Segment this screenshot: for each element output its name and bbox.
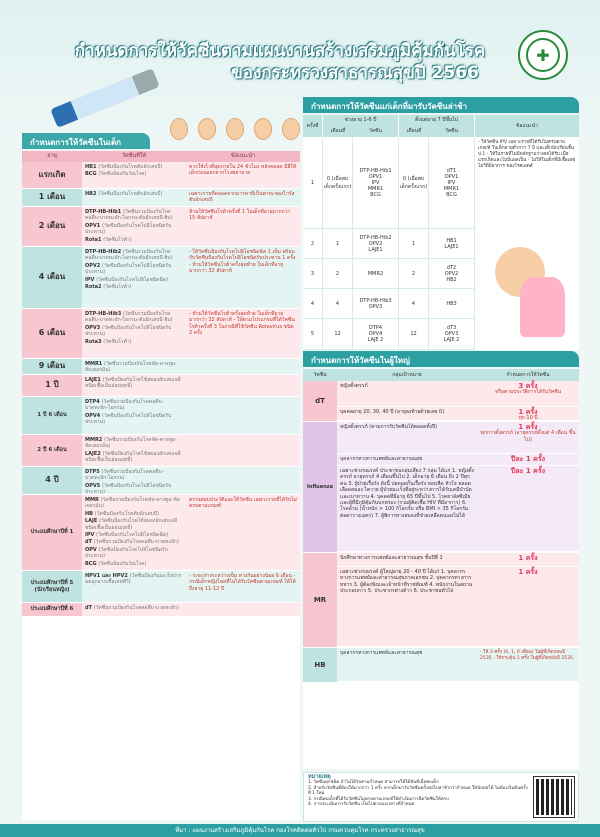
catchup-v2: [429, 137, 475, 228]
row-age: 4 ปี: [22, 467, 82, 494]
baby-icon: [170, 118, 188, 140]
adult-vaccine: HB: [303, 648, 337, 682]
vaccine-item: [85, 547, 183, 560]
vaccine-code: DTP-HB-Hib3: [85, 311, 123, 317]
vaccine-desc: (วัคซีนป้องกันโรคโปลิโอชนิดรับประทาน): [85, 222, 172, 236]
adult-schedule-sub: หรือตามประวัติการได้รับวัคซีน: [494, 389, 562, 396]
vaccine-code: MMR: [85, 497, 101, 503]
vaccine-desc: (วัคซีนรวมป้องกันโรคคอตีบ-บาดทะยัก-ไอกรน-ตับอักเสบบี-ฮิบ): [85, 311, 173, 324]
adult-item: [337, 422, 579, 454]
adult-col-vaccine: วัคซีน: [313, 371, 327, 378]
adult-target: บุคคลอายุ 20, 30, 40 ปี (อายุลงท้ายด้วยเลข 0): [337, 407, 477, 420]
catchup-v1: [353, 259, 399, 288]
catchup-vaccine: DTP-HB-Hib3: [359, 297, 392, 304]
adult-row: [303, 422, 579, 553]
vaccine-desc: (วัคซีนรวมป้องกันโรคหัด-คางทูม-หัดเยอรมัน): [85, 437, 177, 450]
adult-target: หญิงตั้งครรภ์: [337, 381, 477, 406]
catchup-row: [303, 259, 475, 289]
vaccine-desc: (วัคซีนป้องกันโรคโปลิโอชนิดฉีด): [96, 276, 169, 283]
child-row: [22, 495, 300, 571]
adult-header-row: [303, 369, 579, 381]
vaccine-code: Rota3: [85, 338, 104, 345]
child-row: [22, 247, 300, 309]
vaccine-desc: (วัคซีนป้องกันโรคตับอักเสบบี): [94, 510, 159, 517]
vaccine-item: [85, 451, 183, 464]
catchup-n: 5: [303, 319, 323, 349]
vaccine-code: OPV4: [85, 412, 103, 419]
row-advice: ห้ามให้วัคซีนโรต้าครั้งที่ 1 ในเด็กที่อายุมากกว่า 15 สัปดาห์: [186, 207, 300, 246]
adult-items: [337, 381, 579, 421]
col-age: อายุ: [47, 153, 57, 160]
catchup-m1: 12: [323, 319, 353, 349]
vaccine-item: [85, 573, 183, 586]
catchup-rows: [303, 137, 475, 350]
row-vaccines: [82, 495, 186, 570]
vaccine-item: [85, 263, 183, 276]
child-row: [22, 435, 300, 467]
row-vaccines: [82, 359, 186, 374]
child-table-header-row: [22, 151, 300, 162]
adult-schedule-main: ปีละ 1 ครั้ง: [510, 455, 546, 463]
adult-item: [337, 381, 579, 407]
row-vaccines: [82, 247, 186, 308]
adult-item: [337, 454, 579, 466]
vaccine-item: [85, 399, 183, 412]
catchup-vaccine: OPV1: [444, 173, 459, 180]
adult-schedule-main: 1 ครั้ง: [518, 408, 538, 416]
vaccine-code: HB1: [85, 164, 99, 170]
vaccine-code: dT: [85, 605, 94, 611]
catchup-m2: 4: [399, 289, 429, 318]
vaccine-item: [85, 325, 183, 338]
vaccine-item: [85, 223, 183, 236]
adult-schedule-sub: ทุกการตั้งครรภ์ (อายุครรภ์ตั้งแต่ 4 เดือน ขึ้นไป): [480, 430, 576, 443]
catchup-vaccine: LAJE 2: [367, 337, 384, 343]
vaccine-item: [85, 164, 183, 170]
adult-schedule-main: 1 ครั้ง: [518, 568, 538, 576]
vaccine-item: [85, 277, 183, 283]
catchup-col-1-6-label: ช่วงอายุ 1-6 ปี: [344, 117, 377, 123]
catchup-n: 3: [303, 259, 323, 288]
adult-schedule-main: 3 ครั้ง: [518, 382, 538, 390]
adult-items: [337, 648, 579, 682]
catchup-row: [303, 137, 475, 229]
row-advice: ตรวจสอบประวัติและให้วัคซีน เฉพาะรายที่ได้รับไม่ครบตามเกณฑ์: [186, 495, 300, 570]
row-age: 1 เดือน: [22, 189, 82, 206]
catchup-vaccine: DTP4: [368, 325, 383, 331]
vaccine-item: [85, 469, 183, 482]
catchup-v1: [353, 229, 399, 258]
baby-icon: [198, 118, 216, 140]
vaccine-item: [85, 311, 183, 324]
catchup-m2: 1: [399, 229, 429, 258]
row-vaccines: [82, 309, 186, 358]
catchup-vaccine: OPV4: [368, 331, 383, 337]
catchup-header-row: [303, 115, 579, 137]
row-advice: [186, 467, 300, 494]
row-vaccines: [82, 189, 186, 206]
adult-item: [337, 553, 579, 567]
adult-schedule-header: กำหนดการให้วัคซีนในผู้ใหญ่: [303, 351, 579, 367]
adult-item: [337, 648, 579, 682]
subcol-month: เดือนที่: [406, 128, 422, 134]
catchup-v2: [429, 229, 475, 258]
vaccine-code: OPV: [85, 546, 99, 553]
adult-schedule: [477, 553, 579, 566]
catchup-vaccine: OPV2: [368, 240, 383, 247]
row-vaccines: [82, 571, 186, 602]
catchup-col-n: ครั้งที่: [303, 115, 323, 137]
row-age: แรกเกิด: [22, 162, 82, 188]
vaccine-desc: (วัคซีนรวมป้องกันโรคคอตีบ-บาดทะยัก-ไอกรน-ตับอักเสบบี-ฮิบ): [85, 249, 173, 262]
catchup-col-note: ข้อแนะนำ: [516, 123, 538, 129]
adult-schedule: [477, 454, 579, 465]
catchup-row: [303, 289, 475, 319]
footer-source: ที่มา : แผนงานสร้างเสริมภูมิคุ้มกันโรค กองโรคติดต่อทั่วไป กรมควบคุมโรค กระทรวงสาธารณสุข: [0, 824, 600, 837]
baby-icon: [254, 118, 272, 140]
catchup-col-7plus-label: ตั้งแต่อายุ 7 ปีขึ้นไป: [415, 117, 458, 123]
vaccine-code: LAJE: [85, 518, 100, 525]
adult-item: [337, 567, 579, 647]
vaccine-item: [85, 532, 183, 538]
vaccine-desc: (วัคซีนรวมป้องกันโรคคอตีบ-บาดทะยัก-ไอกรน-ตับอักเสบบี-ฮิบ): [85, 209, 173, 222]
row-advice: [186, 375, 300, 396]
vaccine-item: [85, 605, 183, 611]
catchup-m1: 2: [323, 259, 353, 288]
row-vaccines: [82, 435, 186, 466]
catchup-vaccine: HB3: [446, 300, 457, 307]
vaccine-item: [85, 191, 183, 197]
row-age: 2 ปี 6 เดือน: [22, 435, 82, 466]
catchup-note-text: - ให้วัคซีน IPV เฉพาะรายที่ได้รับไม่ครบตามเกณฑ์ ในเด็กอายุต่ำกว่า 7 ปี และเด็กนักเรียนชั้น ป.1 - ให้ในรายที่ไม่มีหลักฐานว่าเคยได้รับ เมื่อแรกเกิดและไม่มีแผลเป็น - ไม่ให้ในเด็กที่มีเชื้อเอชไอวีที่มีอาการ ของโรคเอดส์: [478, 140, 576, 169]
vaccine-desc: (วัคซีนป้องกันโรคไข้สมองอักเสบเจอี ชนิดเชื้อเป็นอ่อนฤทธิ์): [85, 377, 181, 390]
catchup-col-1-6: [323, 115, 399, 137]
child-row: [22, 189, 300, 207]
vaccine-desc: (วัคซีนป้องกันโรคตับอักเสบบี): [98, 164, 163, 170]
vaccine-desc: (วัคซีนรวมป้องกันโรคหัด-คางทูม-หัดเยอรมัน): [85, 361, 177, 374]
vaccine-code: Rota2: [85, 284, 104, 291]
vaccine-desc: (วัคซีนป้องกันวัณโรค): [98, 171, 147, 178]
logo-emblem-icon: ✚: [526, 38, 560, 72]
catchup-row: [303, 319, 475, 350]
vaccine-code: BCG: [85, 560, 99, 567]
catchup-m1: 0 (เมื่อพบเด็กครั้งแรก): [323, 137, 353, 228]
baby-icon: [226, 118, 244, 140]
vaccine-code: OPV5: [85, 482, 103, 489]
vaccine-item: [85, 483, 183, 496]
baby-illustration: [520, 277, 565, 337]
row-age: 1 ปี: [22, 375, 82, 396]
catchup-n: 1: [303, 137, 323, 228]
child-row: [22, 309, 300, 359]
adult-row: [303, 381, 579, 422]
row-age: 6 เดือน: [22, 309, 82, 358]
row-advice: เฉพาะรายที่คลอดจากมารดาที่เป็นพาหะของไวรัสตับอักเสบบี: [186, 189, 300, 206]
adult-col-schedule: กำหนดการให้วัคซีน: [506, 371, 550, 378]
catchup-col-7plus: [399, 115, 475, 137]
child-schedule-header: กำหนดการให้วัคซีนในเด็ก: [22, 133, 150, 149]
row-age: 4 เดือน: [22, 247, 82, 308]
adult-items: [337, 422, 579, 552]
catchup-n: 2: [303, 229, 323, 258]
vaccine-code: dT: [85, 539, 94, 546]
catchup-m2: 2: [399, 259, 429, 288]
catchup-vaccine: LAJE1: [368, 246, 383, 253]
catchup-vaccine: dT2: [446, 264, 457, 271]
vaccine-code: DTP4: [85, 399, 102, 405]
vaccine-desc: (วัคซีนป้องกันโรคโปลิโอชนิดฉีด): [96, 532, 169, 539]
adult-schedule: [477, 648, 579, 681]
catchup-vaccine: DTP-HB-Hib1: [359, 167, 392, 174]
vaccine-desc: (วัคซีนรวมป้องกันโรคหัด-คางทูม-หัดเยอรมัน): [85, 497, 180, 510]
vaccine-code: LAJE1: [85, 377, 103, 383]
row-age: 9 เดือน: [22, 359, 82, 374]
catchup-v1: [353, 319, 399, 349]
row-advice: - ห้ามให้วัคซีนโรต้าครั้งสุดท้าย ในเด็กที่อายุมากกว่า 32 สัปดาห์ - ให้ตามโปรแกรมที่ได้วัคซีนโรต้าครั้งที่ 3 ในกรณีที่ใช้วัคซีน Rotavirus ชนิด 2 ครั้ง: [186, 309, 300, 358]
row-age: ประถมศึกษาปีที่ 6: [22, 603, 82, 616]
adult-vaccine: Influenza: [303, 422, 337, 552]
row-vaccines: [82, 207, 186, 246]
vaccine-code: OPV1: [85, 222, 103, 229]
baby-icon: [282, 118, 300, 140]
vaccine-item: [85, 377, 183, 390]
adult-target: เฉพาะช่วงรณรงค์ ผู้ใหญ่อายุ 20 - 40 ปี ได้แก่ 1. บุคลากรทางการแพทย์และสาธารณสุขภาคเอกชน 2. บุคลากรทางการทหาร 3. ผู้ต้องขังและเจ้าหน้าที่ราชทัณฑ์ 4. พนักงานในสถานประกอบการ 5. ประชากรต่างด้าว 6. ประชาชนทั่วไป: [337, 567, 477, 646]
catchup-note: [475, 137, 579, 350]
adult-schedule-main: ปีละ 1 ครั้ง: [510, 467, 546, 475]
catchup-vaccine: IPV: [371, 179, 380, 186]
adult-target: บุคลากรทางการแพทย์และสาธารณสุข: [337, 648, 477, 681]
catchup-v2: [429, 319, 475, 349]
note-item: 4. การประเมินการรับวัคซีน เป็นไปตามแนวทางที่กำหนด: [308, 802, 415, 808]
adult-schedule-sub: ทุก 10 ปี: [518, 415, 538, 422]
row-advice: ควรให้เร็วที่สุดภายใน 24 ชั่วโมง หลังคลอด มีสีให้เด็กก่อนออกจากโรงพยาบาล: [186, 162, 300, 188]
catchup-vaccine: MMR2: [367, 270, 384, 277]
adult-schedule: [477, 466, 579, 551]
catchup-vaccine: OPV2: [444, 270, 459, 277]
vaccine-code: IPV: [85, 276, 97, 283]
catchup-m1: 4: [323, 289, 353, 318]
child-row: [22, 375, 300, 397]
child-row: [22, 571, 300, 603]
ministry-logo: [518, 30, 568, 80]
vaccine-desc: (วัคซีนป้องกันโรคไข้สมองอักเสบเจอี ชนิดเชื้อเป็นอ่อนฤทธิ์): [85, 518, 178, 531]
vaccine-code: OPV3: [85, 324, 103, 331]
subcol-month: เดือนที่: [330, 128, 346, 134]
vaccine-code: IPV: [85, 532, 97, 539]
child-row: [22, 603, 300, 617]
vaccine-code: MMR2: [85, 437, 105, 443]
catchup-table: [303, 115, 579, 350]
catchup-vaccine: OPV3: [444, 331, 459, 337]
vaccine-desc: (วัคซีนป้องกันโรคโปลิโอชนิดรับประทาน): [85, 482, 172, 496]
catchup-vaccine: DTP-HB-Hib2: [359, 234, 392, 241]
child-row: [22, 467, 300, 495]
catchup-header: กำหนดการให้วัคซีนแก่เด็กที่มารับวัคซีนล่าช้า: [303, 97, 579, 113]
vaccine-code: Rota1: [85, 236, 104, 243]
note-item: 1. วัคซีนทุกชนิด ถ้าไม่ได้รับตามกำหนด สามารถให้ได้ทันทีเมื่อพบเด็ก: [308, 780, 439, 786]
vaccine-item: [85, 249, 183, 262]
row-advice: [186, 397, 300, 434]
note-item: 3. กรณีพบเด็กที่ได้รับวัคซีนไม่ครบตามเกณฑ์ให้ดำเนินการฉีดวัคซีนให้ครบ: [308, 796, 449, 802]
child-row: [22, 207, 300, 247]
catchup-m2: 12: [399, 319, 429, 349]
row-advice: - ระยะห่างระหว่างเข็ม ห่างกันอย่างน้อย 6 เดือน - กรณีเด็กหญิงไทยที่ไม่ได้รับวัคซีนตามเกณฑ์ ให้ได้ถึงอายุ 11-12 ปี: [186, 571, 300, 602]
vaccine-desc: (วัคซีนป้องกันโรคโปลิโอชนิดรับประทาน): [85, 546, 168, 560]
adult-schedule: [477, 407, 579, 420]
adult-target: เฉพาะช่วงรณรงค์ ประชาชนกลุ่มเสี่ยง 7 กลุ่ม ได้แก่ 1. หญิงตั้งครรภ์ อายุครรภ์ 4 เดือนขึ้นไป 2. เด็กอายุ 6 เดือน ถึง 2 ปีทุกคน 3. ผู้ป่วยเรื้อรัง ดังนี้ ปอดอุดกั้นเรื้อรัง หอบหืด หัวใจ หลอดเลือดสมอง ไตวาย ผู้ป่วยมะเร็งที่อยู่ระหว่างการได้รับเคมีบำบัด และเบาหวาน 4. บุคคลที่มีอายุ 65 ปีขึ้นไป 5. โรคธาลัสซีเมียและผู้ที่มีภูมิคุ้มกันบกพร่อง (รวมผู้ติดเชื้อ HIV ที่มีอาการ) 6. โรคอ้วน (น้ำหนัก > 100 กิโลกรัม หรือ BMI > 35 กิโลกรัมต่อตารางเมตร) 7. ผู้พิการทางสมองที่ช่วยเหลือตนเองไม่ได้: [337, 466, 477, 551]
catchup-vaccine: LAJE1: [444, 243, 459, 250]
catchup-m1: 1: [323, 229, 353, 258]
vaccine-code: HB: [85, 510, 95, 517]
row-advice: [186, 359, 300, 374]
adult-schedule: [477, 422, 579, 453]
vaccine-code: HB2: [85, 191, 99, 197]
catchup-vaccine: MMR1: [443, 185, 460, 192]
catchup-vaccine: MMR1: [367, 185, 384, 192]
vaccine-code: LAJE2: [85, 450, 103, 457]
catchup-vaccine: OPV1: [368, 173, 383, 180]
catchup-vaccine: IPV: [447, 179, 456, 186]
catchup-body: [303, 137, 579, 350]
adult-items: [337, 553, 579, 647]
adult-schedule: [477, 567, 579, 646]
col-advice: ข้อแนะนำ: [230, 153, 256, 160]
vaccine-item: [85, 511, 183, 517]
row-vaccines: [82, 603, 186, 616]
adult-vaccine: MR: [303, 553, 337, 647]
row-age: 1 ปี 6 เดือน: [22, 397, 82, 434]
vaccine-desc: (วัคซีนป้องกันโรคไข้สมองอักเสบเจอี ชนิดเชื้อเป็นอ่อนฤทธิ์): [85, 450, 181, 464]
vaccine-desc: (วัคซีนรวมป้องกันโรคคอตีบ-บาดทะยัก-ไอกรน): [85, 399, 164, 412]
vaccine-desc: (วัคซีนรวมป้องกันโรคคอตีบ-บาดทะยัก): [93, 605, 179, 611]
qr-code[interactable]: [534, 777, 574, 817]
vaccine-desc: (วัคซีนรวมป้องกันโรคคอตีบ-บาดทะยัก): [93, 539, 179, 546]
row-age: 2 เดือน: [22, 207, 82, 246]
vaccine-item: [85, 518, 183, 531]
adult-target: บุคลากรทางการแพทย์และสาธารณสุข: [337, 454, 477, 465]
catchup-vaccine: dT1: [446, 167, 457, 174]
vaccine-item: [85, 171, 183, 177]
vaccine-desc: (วัคซีนโรต้า): [103, 284, 132, 291]
adult-schedule-main: 1 ครั้ง: [518, 554, 538, 562]
catchup-vaccine: LAJE 2: [443, 337, 460, 343]
adult-schedule-table: [303, 369, 579, 769]
adult-row: [303, 553, 579, 648]
catchup-n: 4: [303, 289, 323, 318]
adult-col-target: กลุ่มเป้าหมาย: [392, 371, 422, 378]
vaccine-code: OPV2: [85, 262, 103, 269]
catchup-v2: [429, 259, 475, 288]
child-table-body: [22, 162, 300, 617]
vaccine-desc: (วัคซีนโรต้า): [103, 338, 132, 345]
catchup-row: [303, 229, 475, 259]
adult-item: [337, 407, 579, 421]
vaccine-item: [85, 539, 183, 545]
catchup-v1: [353, 137, 399, 228]
child-schedule-table: [22, 151, 300, 820]
catchup-vaccine: dT3: [446, 325, 457, 331]
catchup-vaccine: BCG: [370, 191, 381, 198]
catchup-vaccine: BCG: [446, 191, 457, 198]
catchup-v1: [353, 289, 399, 318]
col-vaccine: วัคซีนที่ให้: [121, 153, 147, 160]
row-vaccines: [82, 162, 186, 188]
vaccine-item: [85, 561, 183, 567]
subcol-vaccine: วัคซีน: [445, 128, 458, 134]
subcol-vaccine: วัคซีน: [369, 128, 382, 134]
vaccine-item: [85, 497, 183, 510]
adult-schedule: [477, 381, 579, 406]
vaccine-desc: (วัคซีนป้องกันโรคโปลิโอชนิดรับประทาน): [85, 262, 172, 276]
row-vaccines: [82, 375, 186, 396]
adult-schedule-main: 1 ครั้ง: [518, 423, 538, 431]
child-row: [22, 397, 300, 435]
vaccine-item: [85, 209, 183, 222]
baby-illustration: [170, 118, 300, 140]
vaccine-code: DTP-HB-Hib2: [85, 249, 123, 255]
notes-box: [303, 772, 579, 822]
vaccine-desc: (วัคซีนโรต้า): [103, 236, 132, 243]
vaccine-desc: (วัคซีนป้องกันวัณโรค): [98, 560, 147, 567]
vaccine-item: [85, 339, 183, 345]
row-vaccines: [82, 397, 186, 434]
vaccine-desc: (วัคซีนป้องกันโรคโปลิโอชนิดรับประทาน): [85, 412, 172, 426]
adult-row: [303, 648, 579, 683]
row-vaccines: [82, 467, 186, 494]
vaccine-desc: (วัคซีนป้องกันโรคตับอักเสบบี): [98, 191, 163, 197]
title-line-2: ของกระทรวงสาธารณสุขปี 2566: [231, 63, 479, 83]
vaccine-code: BCG: [85, 171, 99, 178]
adult-target: นักศึกษาทางการแพทย์และสาธารณสุข ชั้นปีที่ 1: [337, 553, 477, 566]
vaccine-item: [85, 237, 183, 243]
row-advice: [186, 603, 300, 616]
vaccine-code: DTP5: [85, 469, 102, 475]
adult-item: [337, 466, 579, 552]
row-age: ประถมศึกษาปีที่ 1: [22, 495, 82, 570]
vaccine-desc: (วัคซีนป้องกันมะเร็งปากมดลูกจากเชื้อเอชพีวี): [85, 573, 182, 586]
vaccine-desc: (วัคซีนรวมป้องกันโรคคอตีบ-บาดทะยัก-ไอกรน): [85, 469, 164, 482]
vaccine-code: HPV1 และ HPV2: [85, 573, 130, 579]
vaccine-code: DTP-HB-Hib1: [85, 209, 123, 215]
catchup-vaccine: OPV3: [368, 303, 383, 310]
row-age: ประถมศึกษาปีที่ 5 (นักเรียนหญิง): [22, 571, 82, 602]
vaccine-item: [85, 413, 183, 426]
row-advice: [186, 435, 300, 466]
vaccine-item: [85, 361, 183, 374]
vaccine-desc: (วัคซีนป้องกันโรคโปลิโอชนิดรับประทาน): [85, 324, 172, 338]
catchup-vaccine: HB1: [446, 237, 457, 244]
adult-target: หญิงตั้งครรภ์ (ตามการรับวัคซีนได้ตลอดทั้งปี): [337, 422, 477, 453]
row-advice: - ให้วัคซีนป้องกันโรคโปลิโอชนิดฉีด 1 เข็ม พร้อมกับวัคซีนป้องกันโรคโปลิโอชนิดรับประทาน 1 ครั้ง - ห้ามให้วัคซีนโรต้าครั้งสุดท้าย ในเด็กที่อายุมากกว่า 32 สัปดาห์: [186, 247, 300, 308]
child-row: [22, 162, 300, 189]
title-line-1: กำหนดการให้วัคซีนตามแผนงานสร้างเสริมภูมิคุ้มกันโรค: [74, 41, 486, 61]
adult-vaccine: dT: [303, 381, 337, 421]
vaccine-code: MMR1: [85, 361, 105, 367]
catchup-m2: 0 (เมื่อพบเด็กครั้งแรก): [399, 137, 429, 228]
vaccine-item: [85, 437, 183, 450]
child-row: [22, 359, 300, 375]
catchup-v2: [429, 289, 475, 318]
catchup-vaccine: HB2: [446, 276, 457, 283]
adult-schedule-main: - ให้ 3 ครั้ง (0, 1, 6 เดือน) ในผู้ที่เกิดก่อนปี 2535 - ให้กระตุ้น 1 ครั้ง ในผู้ที่เกิดหลังปี 2535: [480, 650, 574, 662]
notes-list: [308, 780, 528, 807]
adult-table-body: [303, 381, 579, 683]
note-item: 2. สำหรับวัคซีนที่ต้องให้มากกว่า 1 ครั้ง หากเด็กมารับวัคซีนครั้งต่อไปล่าช้ากว่ากำหนด ให้นับต่อได้ ไม่ต้องเริ่มต้นครั้งที่ 1 ใหม่: [308, 785, 528, 797]
vaccine-item: [85, 284, 183, 290]
notes-title: หมายเหตุ: [308, 774, 331, 780]
